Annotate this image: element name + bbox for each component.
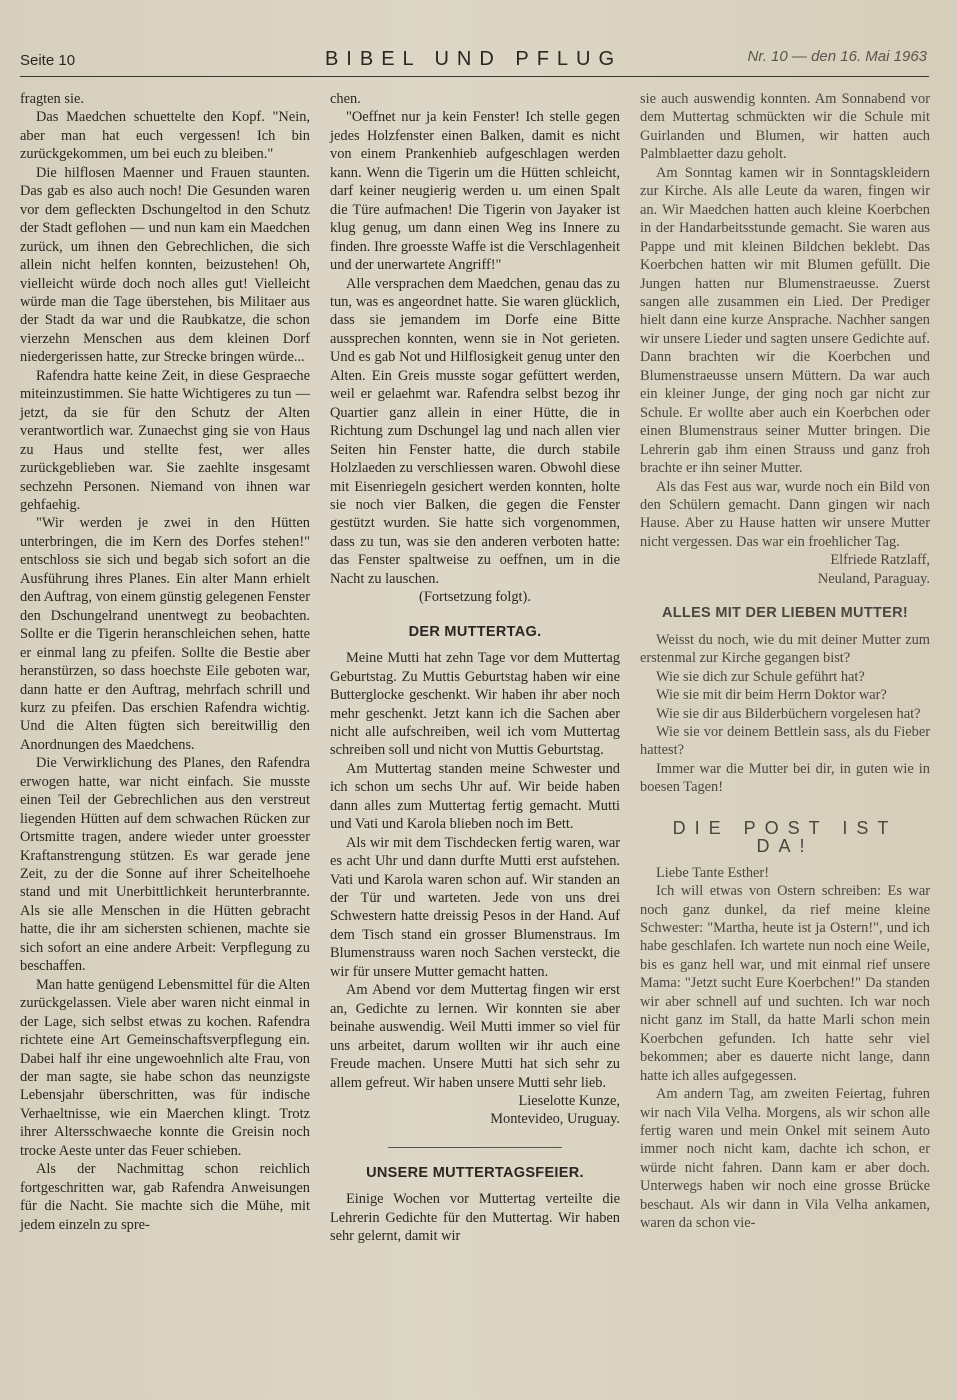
paragraph: Als das Fest aus war, wurde noch ein Bild von den Schülern gemacht. Dann gingen wir nach Hause. Aber zu Hause hatten wir unsere Mutter nicht vergessen. Das war ein froehlicher Tag. — [640, 478, 930, 550]
column-1 — [20, 90, 310, 1234]
author-name: Lieselotte Kunze, — [518, 1093, 620, 1110]
paragraph: Am Sonntag kamen wir in Sonntagskleidern zur Kirche. Als alle Leute da waren, fingen wir an. Wir Maedchen hatten auch kleine Koerbchen in der Handarbeitsstunde gemacht. Sie waren aus Pappe und mit kleinen Bildchen beklebt. Das Koerbchen hatten wir mit Blumen gefüllt. Die Jungen hatten nur Blumenstraeusse. Zuerst sangen alle zusammen ein Lied. Der Prediger hielt dann eine kurze Ansprache. Nachher sangen wir unsere Lieder und sagten unsere Gedichte auf. Dann brachten wir die Koerbchen und Blumenstraeusse unsern Müttern. Da war auch ein kleiner Junge, der ging noch gar nicht zur Schule. Er wollte aber auch ein Koerbchen oder einen Blumenstraus seiner Mutter bringen. Die Lehrerin gab ihm einen Strauss und ganz froh brachte er ihn seiner Mutter. — [640, 164, 930, 477]
alles-heading: ALLES MIT DER LIEBEN MUTTER! — [661, 605, 909, 622]
paragraph: sie auch auswendig konnten. Am Sonnabend vor dem Muttertag schmückten wir die Schule mit Guirlanden und Blumen, wir hatten auch Palmblaetter dazu geholt. — [640, 91, 930, 163]
issue-info: Nr. 10 — den 16. Mai 1963 — [747, 48, 927, 65]
poem-line: Wie sie mit dir beim Herrn Doktor war? — [656, 687, 887, 704]
paragraph: Am Muttertag standen meine Schwester und ich schon um sechs Uhr auf. Wir beide haben dann alles zum Muttertag fertig gemacht. Mutti und Vati und Karola blieben noch im Bett. — [330, 760, 620, 833]
feier-heading: UNSERE MUTTERTAGSFEIER. — [366, 1164, 584, 1181]
poem-line: Wie sie dir aus Bilderbüchern vorgelesen hat? — [656, 705, 921, 722]
paragraph: Das Maedchen schuettelte den Kopf. "Nein, aber man hat euch vergessen! Ich bin zurückgekommen, um bei euch zu bleiben." — [20, 109, 310, 163]
column-3 — [640, 90, 930, 1233]
muttertag-heading: DER MUTTERTAG. — [408, 623, 542, 640]
author-place: Neuland, Paraguay. — [817, 570, 930, 587]
poem-line: Immer war die Mutter bei dir, in guten wie in boesen Tagen! — [640, 760, 930, 796]
post-heading: DIE POST IST DA! — [672, 817, 898, 857]
salutation: Liebe Tante Esther! — [656, 864, 770, 881]
header-rule — [20, 76, 929, 77]
paragraph: Meine Mutti hat zehn Tage vor dem Muttertag Geburtstag. Zu Muttis Geburtstag haben wir eine Butterglocke geschenkt. Wir haben ihr aber noch mehr geschenkt. Jetzt kann ich die Sachen aber nicht alle aufschreiben, weil ich vom Muttertag schreiben soll und nicht von Muttis Geburtstag. — [330, 650, 620, 759]
newspaper-title: BIBEL UND PFLUG — [324, 48, 623, 70]
paragraph: Die hilflosen Maenner und Frauen staunten. Das gab es also auch noch! Die Gesunden waren vor dem gefleckten Dschungeltod in den Schutz der Stadt geflohen — und nun kam ein Maedchen zurück, um ihnen den Gebrechlichen, die sich allein nicht helfen konnten, beizustehen! Oh, vielleicht würde doch noch alles gut! Vielleicht würde man die Tage überstehen, bis Militaer aus der Stadt da war und die Raubkatze, die schon vierzehn Menschen aus dem kleinen Dorf niedergerissen hatte, zur Strecke bringen würde... — [20, 164, 310, 366]
paragraph: Am Abend vor dem Muttertag fingen wir erst an, Gedichte zu lernen. Wir konnten sie aber beinahe auswendig. Weil Mutti immer so viel für uns arbeitet, darum wollten wir ihr auch eine Freude machen. Unsere Mutti hat sich sehr zu allem gefreut. Wir haben unsere Mutti sehr lieb. — [330, 982, 620, 1091]
page-number: Seite 10 — [20, 52, 76, 69]
paragraph: Ich will etwas von Ostern schreiben: Es war noch ganz dunkel, da rief meine kleine Schwester: "Martha, heute ist ja Ostern!", und ich habe geschlafen. Ich wartete nun noch eine Weile, bis es ganz hell war, und mit einmal rief unsere Mama: "Jetzt sucht Eure Koerbchen!" Da standen wir aber schnell auf und suchten. Ich war noch nicht ganz im Stall, da hatte Marli schon mein Koerbchen gefunden. Ich hatte sehr viel bekommen; aber es dauerte nicht lange, dann hatte ich alles aufgegessen. — [640, 883, 930, 1084]
paragraph: "Oeffnet nur ja kein Fenster! Ich stelle gegen jedes Holzfenster einen Balken, damit es nicht von einem Prankenhieb aufgeschlagen werden kann. Wenn die Tigerin um die Hütten schleicht, darf keiner neugierig werden u. um einen Spalt die Türe aufmachen! Die Tigerin von Jayaker ist klug genug, um dann einen Weg ins Innere zu finden. Ihre groesste Waffe ist die Verschlagenheit und der unerwartete Angriff!" — [330, 109, 620, 274]
poem-line: Wie sie vor deinem Bettlein sass, als du Fieber hattest? — [640, 723, 930, 759]
paragraph: "Wir werden je zwei in den Hütten unterbringen, die im Kern des Dorfes stehen!" entschloss sie sich und begab sich sofort an die Ausführung ihres Planes. Ein alter Mann erhielt den Auftrag, von einem günstig gelegenen Fenster den Dschungelrand unentwegt zu beobachten. Sollte er die Tigerin heranschleichen sehen, hatte er einmal lang zu pfeifen. Sollte die Bestie aber heranstürzen, so dass hoechste Eile geboten war, dann hatte er den Auftrag, mehrfach schrill und kurz zu pfeifen. Das erschien Rafendra wichtig. Und die Alten fügten sich bereitwillig den Anordnungen des Maedchens. — [20, 515, 310, 753]
paragraph: Die Verwirklichung des Planes, den Rafendra erwogen hatte, war nicht einfach. Sie musste einen Teil der Gebrechlichen aus den verstreut liegenden Hütten auf dem schwachen Rücken zur Ortsmitte tragen, andere wieder unter groesster Kraftanstrengung stützen. Es war gerade jene Zeit, zu der die Sonne auf ihrer Scheitelhoehe stand und mit Unerbittlichkeit herunterbrannte. Als sie alle Menschen in die Hütten gebracht hatte, die ihr am sichersten schienen, machte sie sich sofort an eine andere Arbeit: Verpflegung zu beschaffen. — [20, 755, 310, 975]
paragraph: Als der Nachmittag schon reichlich fortgeschritten war, gab Rafendra Anweisungen für die Nacht. Sie machte sich die Mühe, mit jedem einzeln zu spre- — [20, 1161, 310, 1233]
author-place: Montevideo, Uruguay. — [490, 1111, 620, 1128]
page-header — [20, 46, 927, 76]
paragraph: Man hatte genügend Lebensmittel für die Alten zurückgelassen. Viele aber waren nicht einmal in der Lage, sich selbst etwas zu kochen. Rafendra richtete eine Art Gemeinschaftsverpflegung ein. Dabei half ihr eine ungewoehnlich alte Frau, von der man sagte, sie habe schon das neunzigste Lebensjahr überschritten, was für indische Verhaeltnisse, wie ein Maerchen klingt. Trotz ihrer Altersschwaeche konnte die Greisin noch trocke Aeste unter das Feuer schieben. — [20, 976, 310, 1159]
paragraph: chen. — [330, 91, 361, 107]
paragraph: fragten sie. — [20, 91, 84, 107]
paragraph: Rafendra hatte keine Zeit, in diese Gespraeche miteinzustimmen. Sie hatte Wichtigeres zu tun — jetzt, da sie für den Schutz der Alten verantwortlich war. Zunaechst ging sie von Haus zu Haus und stellte fest, wer alles zurückgeblieben war. Sie zaehlte insgesamt sechzehn Personen. Niemand von ihnen war gehfaehig. — [20, 367, 310, 513]
poem-line: Weisst du noch, wie du mit deiner Mutter zum erstenmal zur Kirche gegangen bist? — [640, 631, 930, 667]
continued-note: (Fortsetzung folgt). — [419, 589, 531, 606]
paragraph: Alle versprachen dem Maedchen, genau das zu tun, was es angeordnet hatte. Sie waren glücklich, dass sie jemandem im Dorfe eine Bitte aussprechen konnten, wenn sie in Not gerieten. Und es gab Not und Hilflosigkeit genug unter den Alten. Ein Greis musste sogar gefüttert werden, weil er gelaehmt war. Rafendra selbst bezog ihr Quartier ganz allein in einer Hütte, die in Richtung zum Dschungel lag und nach allen vier Seiten hin Fenster hatte, die durch stabile Holzlaeden zu verschliessen waren. Obwohl diese mit Eisenriegeln gesichert werden konnten, holte sie noch vier Balken, die gegen die Fenster gestützt wurden. Sie hatte sich vorgenommen, dass zu tun, was sie den anderen verboten hatte: das Fenster spaltweise zu oeffnen, um in die Nacht zu lauschen. — [330, 275, 620, 587]
paragraph: Am andern Tag, am zweiten Feiertag, fuhren wir nach Vila Velha. Morgens, als wir schon alle fertig waren und mein Onkel mit seinem Auto immer noch nicht kam, dachte ich schon, er würde nicht fahren. Dann kam er aber doch. Unterwegs haben wir noch eine grosse Brücke beschaut. Als wir dann in Vila Velha ankamen, waren da schon vie- — [640, 1086, 930, 1232]
paragraph: Einige Wochen vor Muttertag verteilte die Lehrerin Gedichte für den Muttertag. Wir haben sehr gelernt, damit wir — [330, 1191, 620, 1245]
column-2 — [330, 90, 620, 1246]
separator — [388, 1147, 562, 1148]
poem-line: Wie sie dich zur Schule geführt hat? — [656, 668, 865, 685]
author-name: Elfriede Ratzlaff, — [830, 552, 930, 569]
paragraph: Als wir mit dem Tischdecken fertig waren, war es acht Uhr und dann durfte Mutti erst aufstehen. Vati und Karola waren schon auf. Wir standen an der Tür und warteten. Jede von uns drei Schwestern hatte dreissig Pesos in der Hand. Auf dem Tisch stand ein grosser Blumenstraus. Im Blumenstrauss waren noch Sachen versteckt, die wir für unsere Mutter gemacht hatten. — [330, 834, 620, 980]
